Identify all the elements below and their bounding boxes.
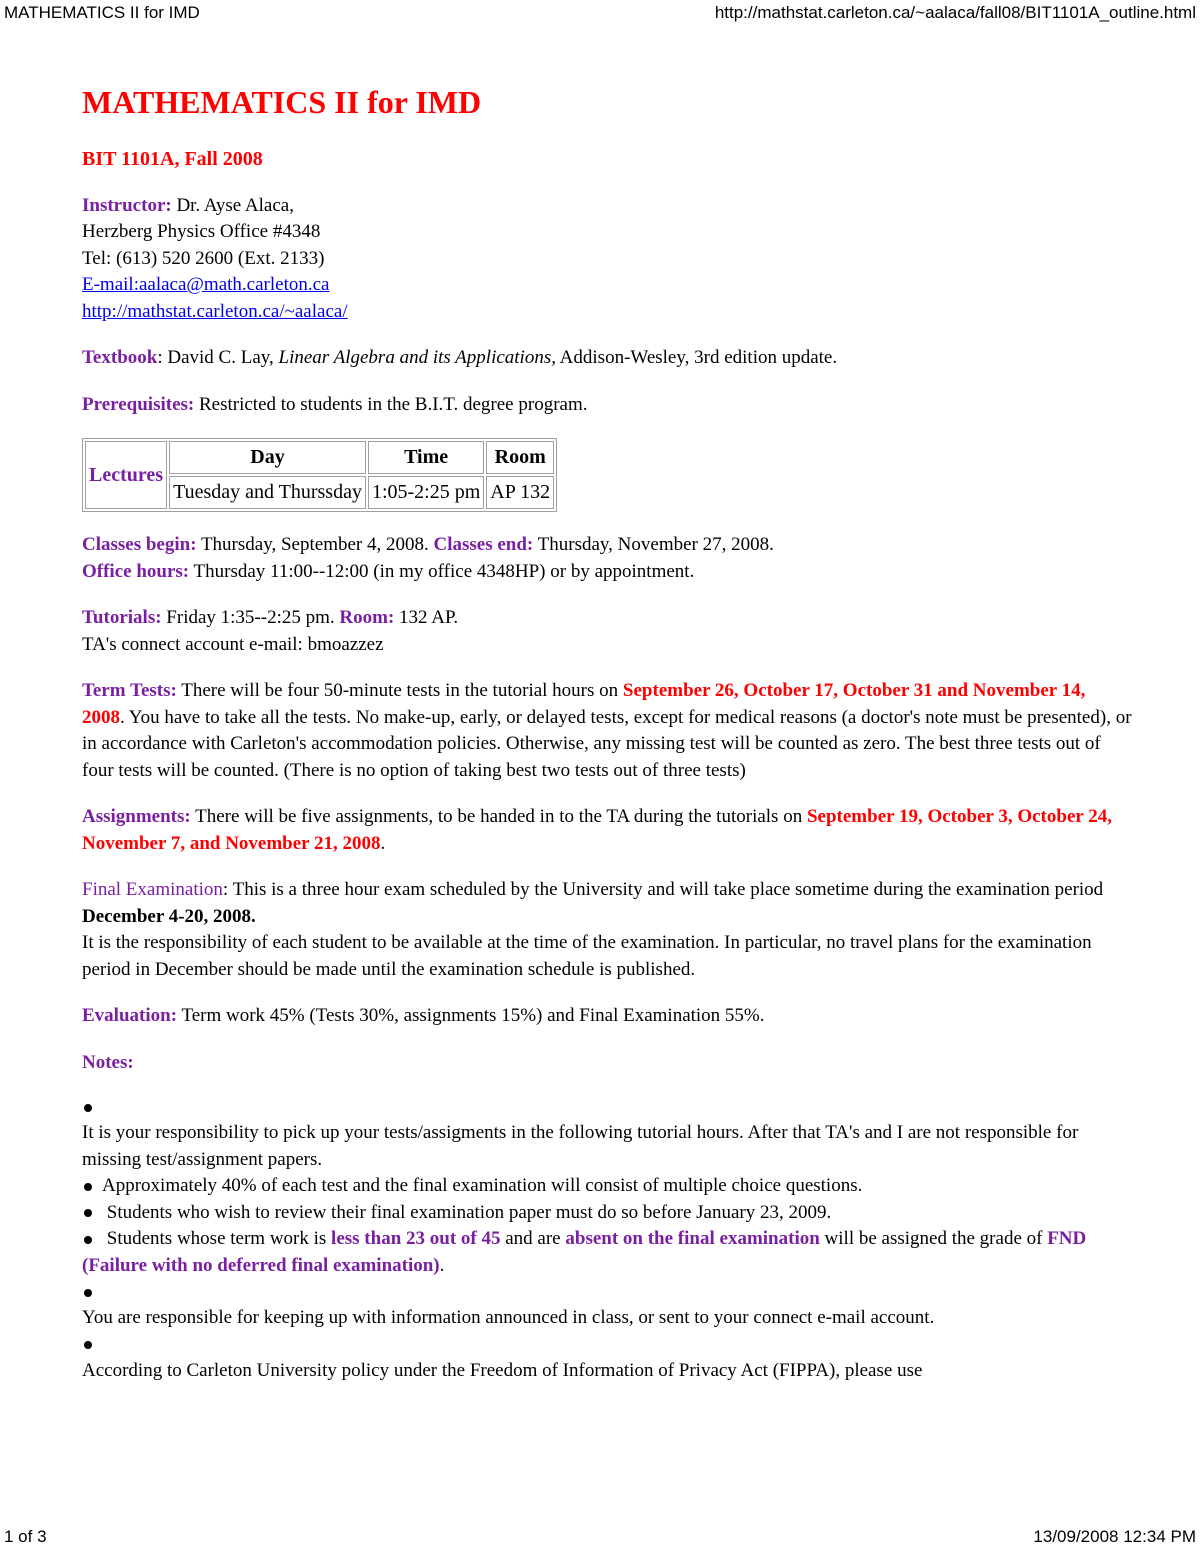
note-text: will be assigned the grade of	[819, 1228, 1048, 1249]
tutorials-label: Tutorials:	[82, 607, 162, 628]
tutorials-text: Friday 1:35--2:25 pm.	[161, 607, 340, 628]
evaluation-line	[82, 1003, 1132, 1030]
page-title: MATHEMATICS II for IMD	[82, 84, 482, 120]
table-cell-room: AP 132	[486, 476, 554, 509]
office-hours-text: Thursday 11:00--12:00 (in my office 4348HP) or by appointment.	[189, 560, 695, 582]
instructor-tel: Tel: (613) 520 2600 (Ext. 2133)	[82, 247, 325, 269]
notes-list	[82, 1094, 1132, 1384]
homepage-link[interactable]: http://mathstat.carleton.ca/~aalaca/	[82, 300, 348, 322]
table-cell-time: 1:05-2:25 pm	[368, 476, 484, 509]
office-hours-label: Office hours:	[82, 560, 190, 582]
list-item-bullet	[82, 1094, 1132, 1120]
assignments-label: Assignments:	[82, 806, 191, 827]
list-item: It is your responsibility to pick up your tests/assigments in the following tutorial hours. After that TA's and I are not responsible for missing test/assignment papers.	[82, 1122, 1079, 1170]
textbook-pre: : David C. Lay,	[157, 347, 279, 368]
list-item	[82, 1173, 1132, 1200]
final-exam-pre: : This is a three hour exam scheduled by the University and will take place sometime during the examination period	[222, 879, 1104, 900]
list-item: You are responsible for keeping up with information announced in class, or sent to your connect e-mail account.	[82, 1307, 935, 1328]
bullet-icon	[84, 1236, 92, 1244]
course-outline	[82, 80, 1132, 1384]
evaluation-label: Evaluation:	[82, 1005, 178, 1026]
final-exam-period: December 4-20, 2008.	[82, 905, 256, 927]
instructor-label: Instructor:	[82, 194, 172, 216]
print-footer-page: 1 of 3	[4, 1527, 47, 1546]
print-header-url: http://mathstat.carleton.ca/~aalaca/fall08/BIT1101A_outline.html	[714, 3, 1196, 22]
assignments-post: .	[380, 832, 386, 854]
final-exam-para2: It is the responsibility of each student to be available at the time of the examination. In particular, no travel plans for the examination period in December should be made until the examination schedule is published.	[82, 932, 1092, 980]
instructor-name: Dr. Ayse Alaca,	[171, 194, 294, 216]
assignments-pre: There will be five assignments, to be handed in to the TA during the tutorials on	[190, 806, 807, 827]
lectures-row-label: Lectures	[85, 441, 167, 509]
final-exam-label: Final Examination	[82, 879, 223, 900]
classes-begin-label: Classes begin:	[82, 534, 197, 555]
list-item-bullet	[82, 1332, 1132, 1358]
classes-end-text: Thursday, November 27, 2008.	[533, 534, 774, 555]
instructor-block	[82, 193, 1132, 326]
note-text: Approximately 40% of each test and the final examination will consist of multiple choice questions.	[102, 1175, 863, 1196]
lectures-table	[82, 438, 557, 512]
notes-label: Notes:	[82, 1051, 134, 1073]
email-link[interactable]: E-mail:aalaca@math.carleton.ca	[82, 274, 330, 295]
bullet-icon	[84, 1104, 92, 1112]
note-text: .	[439, 1254, 445, 1276]
textbook-title: Linear Algebra and its Applications,	[278, 347, 556, 368]
note-text: Students who wish to review their final examination paper must do so before January 23, 2009.	[102, 1201, 832, 1223]
instructor-office: Herzberg Physics Office #4348	[82, 221, 321, 242]
bullet-icon	[84, 1183, 92, 1191]
list-item	[82, 1226, 1132, 1279]
term-tests-pre: There will be four 50-minute tests in the tutorial hours on	[176, 680, 623, 701]
prerequisites-label: Prerequisites:	[82, 393, 195, 415]
note-text: and are	[500, 1228, 566, 1249]
term-tests-label: Term Tests:	[82, 680, 177, 701]
textbook-post: Addison-Wesley, 3rd edition update.	[555, 347, 838, 368]
list-item	[82, 1200, 1132, 1227]
course-code: BIT 1101A, Fall 2008	[82, 148, 263, 170]
list-item: According to Carleton University policy under the Freedom of Information of Privacy Act (FIPPA), please use	[82, 1359, 923, 1381]
table-header-time: Time	[368, 441, 484, 474]
room-label: Room:	[339, 607, 395, 628]
evaluation-text: Term work 45% (Tests 30%, assignments 15%) and Final Examination 55%.	[177, 1005, 765, 1026]
note-text: Students whose term work is	[102, 1228, 332, 1249]
textbook-label: Textbook	[82, 347, 158, 368]
table-header-room: Room	[486, 441, 554, 474]
bullet-icon	[84, 1289, 92, 1297]
list-item-bullet	[82, 1279, 1132, 1305]
note-highlight: FND (Failure with no deferred final examination)	[82, 1228, 1087, 1276]
prerequisites-line	[82, 392, 1132, 419]
classes-end-label: Classes end:	[433, 534, 534, 555]
schedule-block	[82, 532, 1132, 585]
final-exam-block	[82, 877, 1132, 983]
bullet-icon	[84, 1341, 92, 1349]
table-row	[85, 441, 554, 474]
ta-email: TA's connect account e-mail: bmoazzez	[82, 633, 384, 655]
bullet-icon	[84, 1209, 92, 1217]
note-highlight: less than 23 out of 45	[331, 1228, 501, 1249]
note-highlight: absent on the final examination	[565, 1228, 820, 1249]
room-text: 132 AP.	[394, 607, 459, 628]
tutorials-block	[82, 605, 1132, 658]
print-footer-timestamp: 13/09/2008 12:34 PM	[1033, 1527, 1196, 1546]
classes-begin-text: Thursday, September 4, 2008.	[196, 534, 434, 555]
notes-heading	[82, 1050, 1132, 1077]
print-header-title: MATHEMATICS II for IMD	[4, 3, 200, 22]
term-tests-post: . You have to take all the tests. No make-up, early, or delayed tests, except for medical reasons (a doctor's note must be presented), or in accordance with Carleton's accommodation policies. Otherwise, any missing test will be counted as zero. The best three tests out of four tests will be counted. (There is no option of taking best two tests out of three tests)	[82, 706, 1132, 781]
assignments-block	[82, 804, 1132, 857]
table-cell-day: Tuesday and Thurssday	[169, 476, 366, 509]
prerequisites-text: Restricted to students in the B.I.T. degree program.	[194, 393, 588, 415]
table-header-day: Day	[169, 441, 366, 474]
textbook-line	[82, 345, 1132, 372]
term-tests-block	[82, 678, 1132, 784]
term-tests-dates: September 26, October 17, October 31 and November 14, 2008	[82, 680, 1086, 728]
assignments-dates: September 19, October 3, October 24, November 7, and November 21, 2008	[82, 806, 1112, 854]
